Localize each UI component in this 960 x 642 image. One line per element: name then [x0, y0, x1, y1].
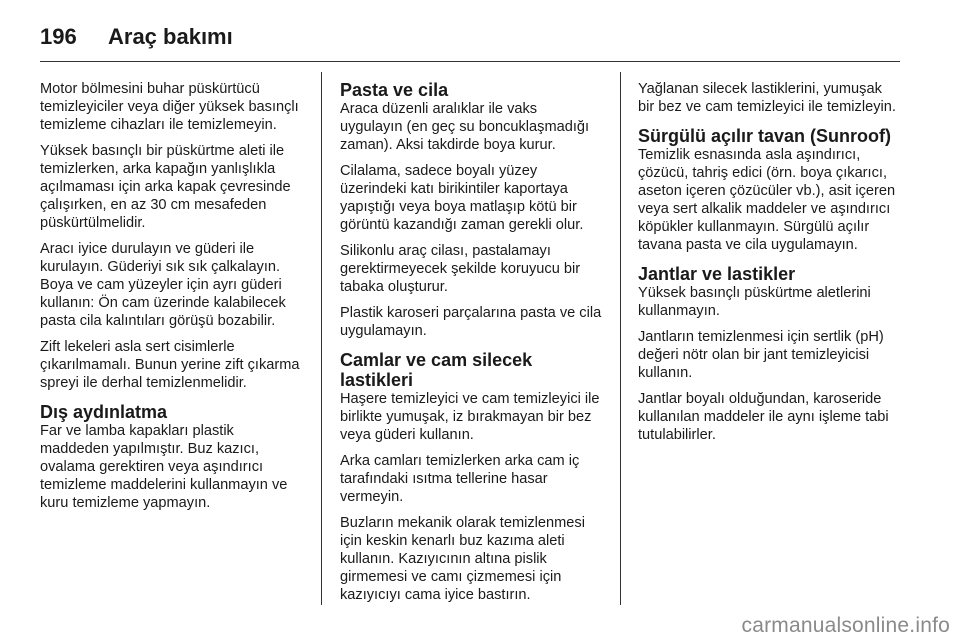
section-windows — [340, 350, 602, 604]
paragraph: Buzların mekanik olarak temizlenmesi için keskin kenarlı buz kazıma aleti kullanın. Kazıyıcının altına pislik girmemesi ve camı çizmemesi için kazıyıcıyı cama iyice bastırın. — [340, 515, 585, 603]
paragraph: Araca düzenli aralıklar ile vaks uygulayın (en geç su boncuklaşmadığı zaman). Aksi takdirde boya kurur. — [340, 101, 590, 153]
column-divider-1 — [321, 72, 322, 605]
paragraph: Plastik karoseri parçalarına pasta ve cila uygulamayın. — [340, 305, 602, 339]
section-heading: Pasta ve cila — [340, 80, 449, 100]
paragraph: Temizlik esnasında asla aşındırıcı, çözücü, tahriş edici (örn. boya çıkarıcı, aseton içeren çözücüler vb.), asit içeren veya sert alkalik maddeler ve aşındırıcı köpükler kullanmayın. Sürgülü açılır tavana pasta ve cila uygulamayın. — [638, 147, 896, 253]
watermark-text: carmanualsonline.info — [741, 614, 950, 637]
section-polish — [340, 80, 602, 340]
paragraph: Zift lekeleri asla sert cisimlerle çıkarılmamalı. Bunun yerine zift çıkarma spreyi ile derhal temizlenmelidir. — [40, 339, 300, 391]
section-sunroof — [638, 126, 900, 254]
section-heading: Dış aydınlatma — [40, 402, 168, 422]
section-wheels — [638, 264, 900, 444]
paragraph: Cilalama, sadece boyalı yüzey üzerindeki katı birikintiler kaportaya yapıştığı veya boya matlaşıp kötü bir görüntü kazandığı zaman gerekli olur. — [340, 163, 584, 233]
column-2 — [340, 80, 602, 612]
paragraph: Yüksek basınçlı bir püskürtme aleti ile temizlerken, arka kapağın yanlışlıkla açılmaması için arka kapak çevresinde çalışırken, en az 30 cm mesafeden püskürtülmelidir. — [40, 143, 291, 231]
column-3 — [638, 80, 900, 452]
paragraph: Aracı iyice durulayın ve güderi ile kurulayın. Güderiyi sık sık çalkalayın. Boya ve cam yüzeyler için ayrı güderi kullanın: Ön cam üzerinde kalabilecek pasta cila kalıntıları görüşü bozabilir. — [40, 241, 286, 329]
paragraph: Jantlar boyalı olduğundan, karoseride kullanılan maddeler ile aynı işleme tabi tutulabilirler. — [638, 391, 889, 443]
column-divider-2 — [620, 72, 621, 605]
paragraph: Far ve lamba kapakları plastik maddeden yapılmıştır. Buz kazıcı, ovalama gerektiren veya aşındırıcı temizleme maddelerini kullanmayın ve kuru temizleme yapmayın. — [40, 423, 288, 511]
section-heading: Sürgülü açılır tavan (Sunroof) — [638, 126, 892, 146]
paragraph: Silikonlu araç cilası, pastalamayı gerektirmeyecek şekilde koruyucu bir tabaka oluşturur. — [340, 243, 581, 295]
column-1 — [40, 80, 302, 520]
section-exterior-lights — [40, 402, 302, 512]
page-header — [40, 20, 900, 50]
header-rule — [40, 61, 900, 62]
paragraph: Haşere temizleyici ve cam temizleyici ile birlikte yumuşak, iz bırakmayan bir bez veya güderi kullanın. — [340, 391, 600, 443]
section-heading: Camlar ve cam silecek lastikleri — [340, 350, 533, 390]
page-number: 196 — [40, 24, 77, 49]
paragraph: Arka camları temizlerken arka cam iç tarafındaki ısıtma tellerine hasar vermeyin. — [340, 453, 580, 505]
paragraph: Yağlanan silecek lastiklerini, yumuşak bir bez ve cam temizleyici ile temizleyin. — [638, 81, 896, 115]
paragraph: Motor bölmesini buhar püskürtücü temizleyiciler veya diğer yüksek basınçlı temizleme cihazları ile temizlemeyin. — [40, 81, 299, 133]
paragraph: Jantların temizlenmesi için sertlik (pH) değeri nötr olan bir jant temizleyicisi kullanın. — [638, 329, 884, 381]
paragraph: Yüksek basınçlı püskürtme aletlerini kullanmayın. — [638, 285, 871, 319]
section-heading: Jantlar ve lastikler — [638, 264, 796, 284]
page-title: Araç bakımı — [108, 24, 233, 49]
